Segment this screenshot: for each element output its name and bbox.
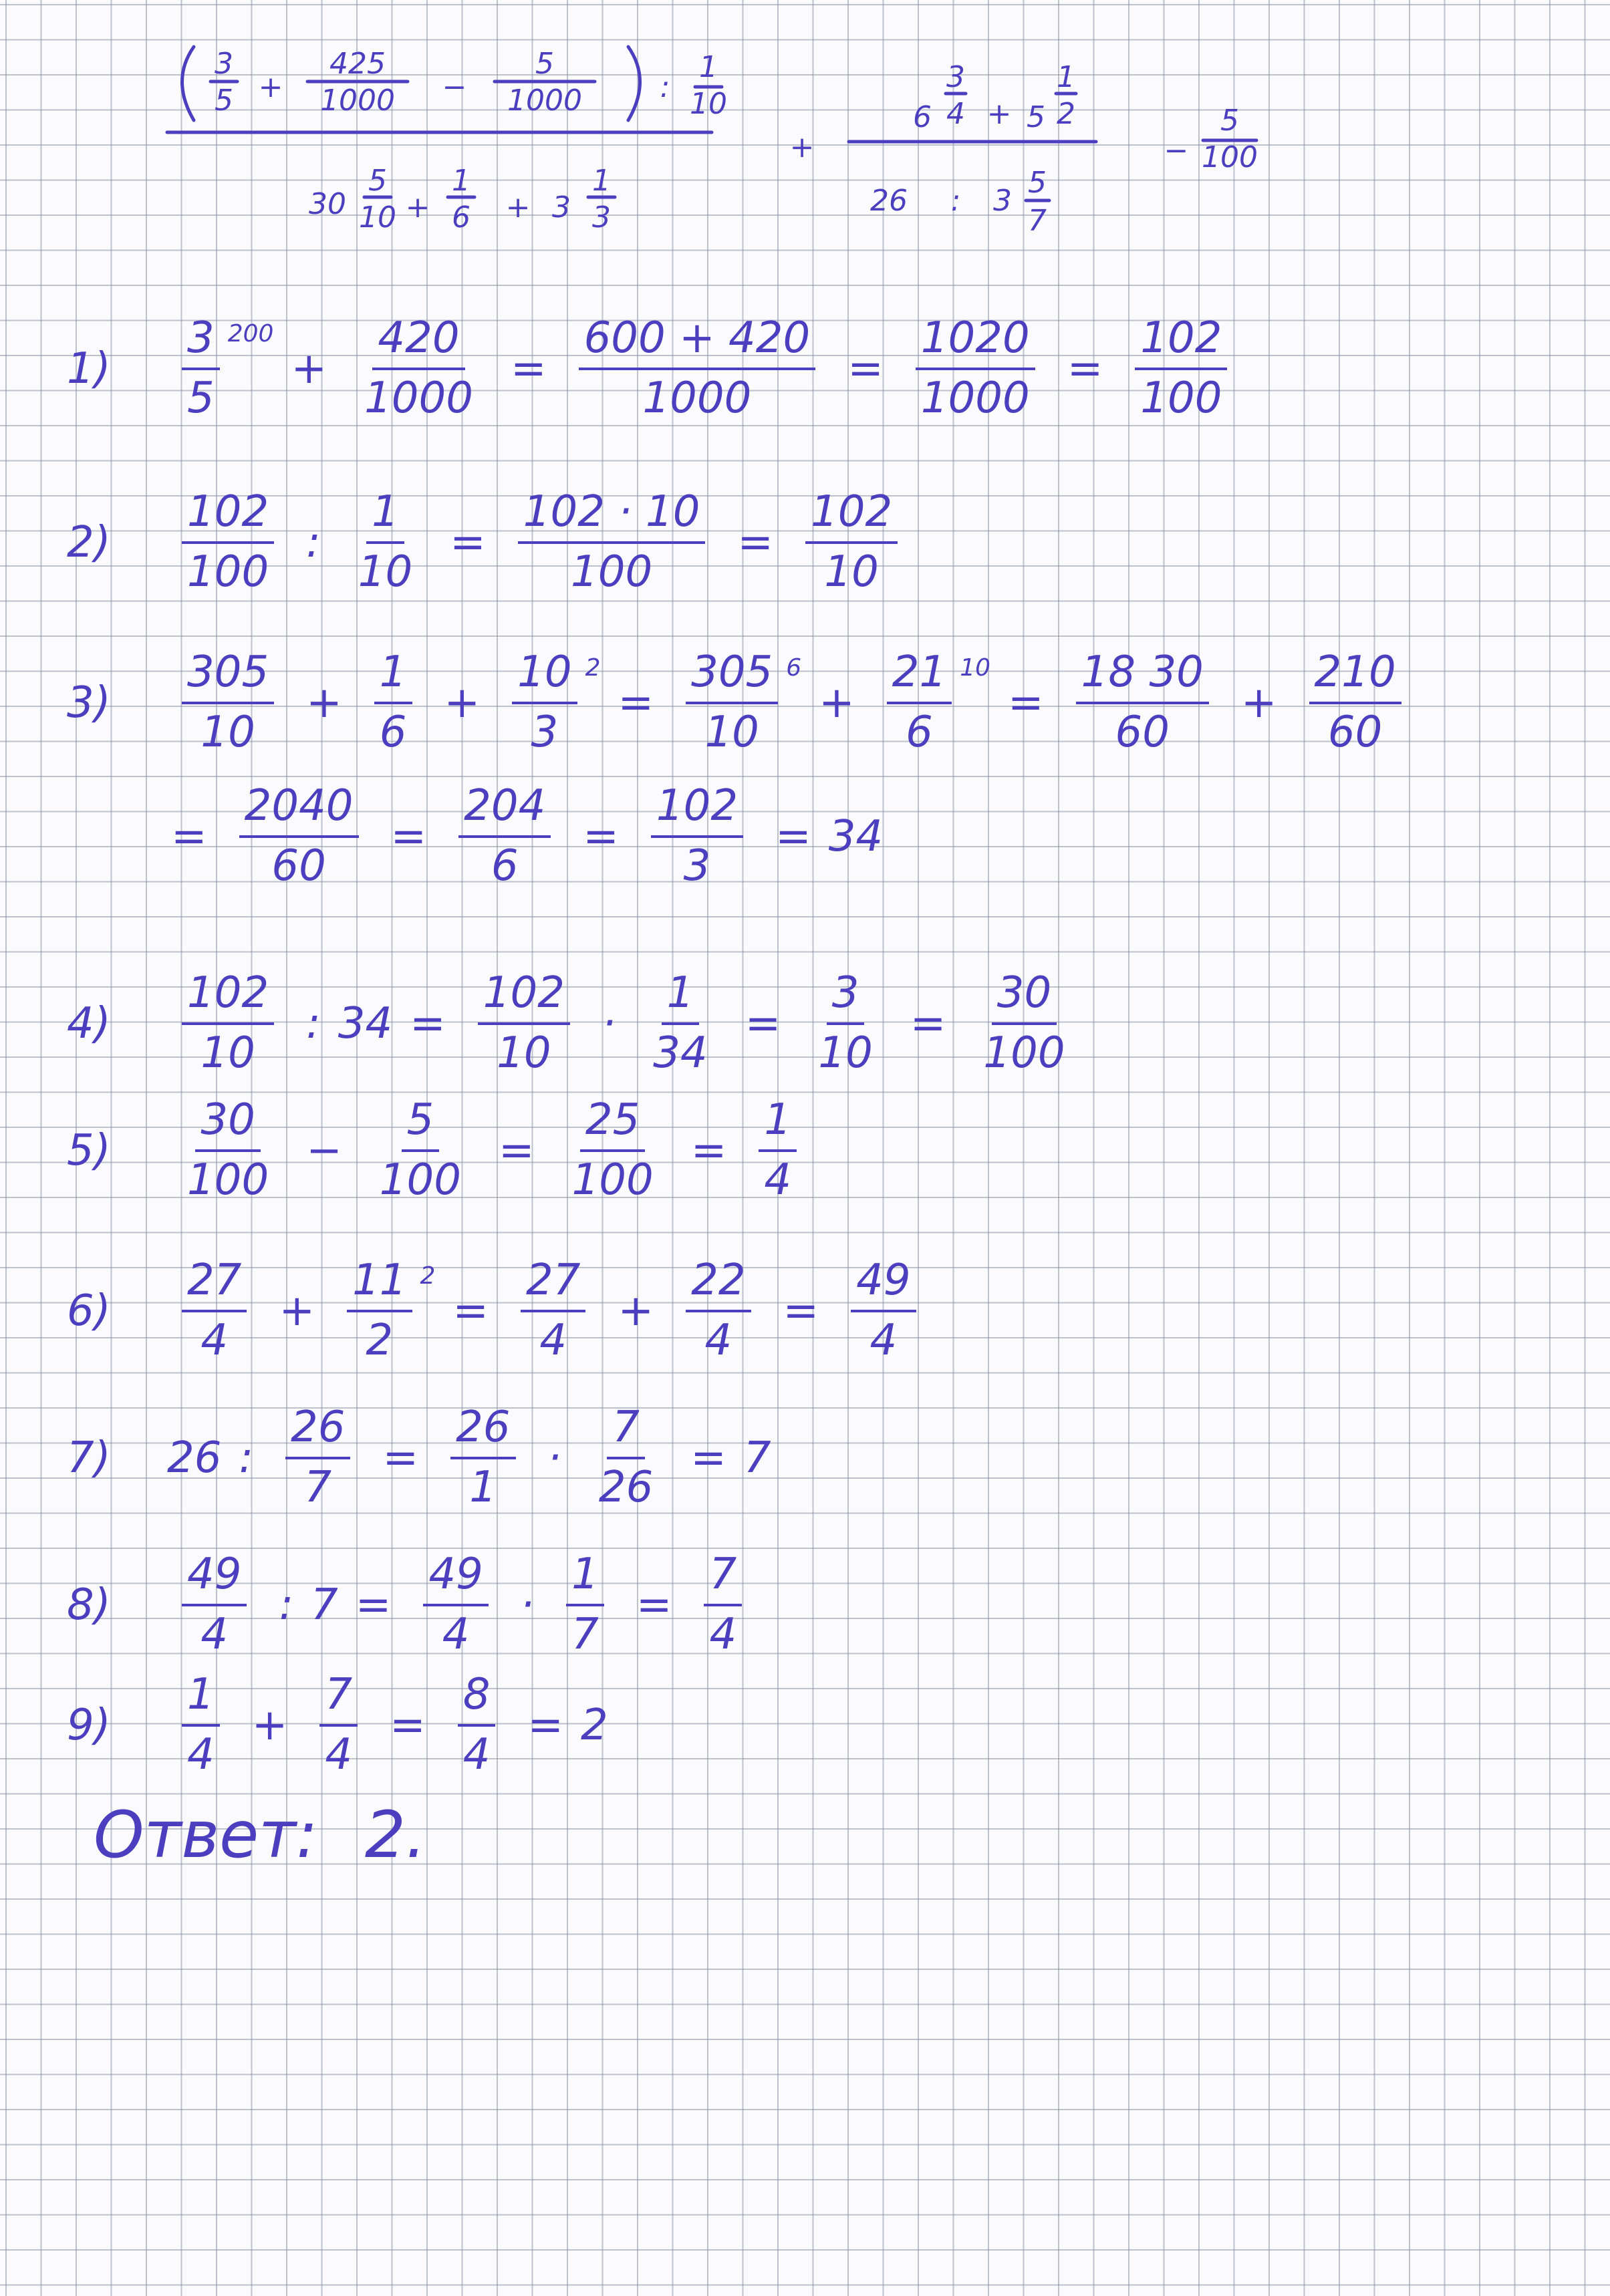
fraction: $\frac{1}{7}$ [566,1550,604,1659]
h-minus-last: − [1164,134,1189,168]
right-paren [628,47,640,120]
fraction: $\frac{1}{34}$ [653,968,708,1078]
m-w1-d: 4 [946,97,965,131]
fraction: $\frac{10}{3}$ [512,648,577,757]
step-8: 8) $\frac{49}{4}$ : 7 = $\frac{49}{4}$ · $\frac{1}{7}$ = $\frac{7}{4}$ [67,1550,757,1659]
m-w1: 6 [913,100,932,134]
h-den-c-d: 3 [592,200,611,235]
m-plus: + [986,97,1012,131]
fraction: $\frac{305}{10}$ [182,648,274,757]
h-plus-mid: + [789,130,815,164]
step-3-continued: = $\frac{2040}{60}$ = $\frac{204}{6}$ = $\frac{102}{3}$ = 34 [171,781,884,891]
fraction: $\frac{102}{10}$ [182,969,274,1078]
step-4: 4) $\frac{102}{10}$ : 34 = $\frac{102}{10}$ · $\frac{1}{34}$ = $\frac{3}{10}$ = $\frac{30}{100}$ [67,969,1085,1078]
fraction: $\frac{5}{100}$ [379,1095,461,1205]
fraction: $\frac{30}{100}$ [983,968,1065,1078]
h-den-a: 30 [309,187,346,221]
step-label: 6) [67,1286,111,1336]
step-label: 2) [67,517,111,567]
fraction: $\frac{18 30}{60}$ [1076,648,1209,757]
fraction: $\frac{26}{7}$ [285,1403,350,1512]
header-expression [107,33,1444,247]
m-den-w: 3 [993,184,1012,218]
multiplier-note: 10 [960,654,991,682]
h-den-b-d: 6 [452,200,471,235]
step-2: 2) $\frac{102}{100}$ : $\frac{1}{10}$ = $\frac{102 \cdot 10}{100}$ = $\frac{102}{10}$ [67,488,912,597]
fraction: $\frac{22}{4}$ [686,1256,751,1365]
m-w2: 5 [1027,100,1045,134]
step-7: 7) 26 : $\frac{26}{7}$ = $\frac{26}{1}$ · $\frac{7}{26}$ = 7 [67,1403,771,1512]
answer-label: Ответ: [94,1798,318,1872]
fraction: $\frac{2040}{60}$ [239,782,359,891]
fraction: $\frac{305}{10}$ [686,648,778,757]
m-den: 26 [870,184,908,218]
header-svg [107,33,1444,247]
m-w2-d: 2 [1057,97,1075,131]
fraction: $\frac{21}{6}$ [887,648,952,757]
fraction: $\frac{1}{10}$ [358,487,413,597]
fraction: $\frac{210}{60}$ [1309,648,1401,757]
l-n: 5 [1220,104,1239,138]
fraction: $\frac{7}{26}$ [598,1403,654,1512]
step-label: 3) [67,678,111,728]
fraction: $\frac{102}{100}$ [182,488,274,597]
fraction: $\frac{7}{4}$ [704,1550,742,1659]
h-den-c: 3 [552,190,571,225]
step-label: 8) [67,1580,111,1630]
fraction: $\frac{420}{1000}$ [364,313,473,423]
step-6: 6) $\frac{27}{4}$ + $\frac{11}{2}$ 2 = $\frac{27}{4}$ + $\frac{22}{4}$ = $\frac{49}{4}$ [67,1256,931,1365]
h-plus1: + [258,70,283,104]
result: 2 [581,1700,608,1750]
fraction: $\frac{600 + 420}{1000}$ [579,314,816,423]
h-den-a-n: 5 [368,164,387,198]
h-den-c-n: 1 [592,164,611,198]
h-den-a-d: 10 [359,200,396,235]
fraction: $\frac{49}{4}$ [182,1550,247,1659]
step-3: 3) $\frac{305}{10}$ + $\frac{1}{6}$ + $\frac{10}{3}$ 2 = $\frac{305}{10}$ 6 + $\frac{21}{6}$ 10 = $\frac{18 30}{60}$ + $\frac{210}{60}$ [67,648,1416,757]
h-minus: − [442,70,467,104]
fraction: $\frac{11}{2}$ [347,1256,412,1365]
fraction: $\frac{1}{4}$ [182,1671,220,1779]
step-1: 1) $\frac{3}{5}$ 200 + $\frac{420}{1000}$ = $\frac{600 + 420}{1000}$ = $\frac{1020}{1000}$ = $\frac{102}{100}$ [67,314,1242,423]
fraction: $\frac{27}{4}$ [521,1256,585,1365]
result: 34 [828,811,884,861]
left-paren [182,47,194,120]
m-den-colon: : [950,184,961,218]
m-w1-n: 3 [946,60,965,94]
fraction: $\frac{102}{3}$ [651,782,743,891]
h-div-n: 1 [699,50,718,84]
fraction: $\frac{102}{100}$ [1135,314,1227,423]
fraction: $\frac{3}{10}$ [818,968,873,1078]
h-d2: 1000 [320,84,395,118]
fraction: $\frac{1020}{1000}$ [916,314,1035,423]
h-den-plus2: + [505,190,531,225]
step-label: 9) [67,1700,111,1750]
h-den-plus1: + [405,190,430,225]
step-9: 9) $\frac{1}{4}$ + $\frac{7}{4}$ = $\frac{8}{4}$ = 2 [67,1670,608,1779]
fraction: $\frac{204}{6}$ [458,782,551,891]
h-d3: 1000 [507,84,582,118]
fraction: $\frac{8}{4}$ [458,1671,496,1779]
h-n2: 425 [329,47,386,81]
multiplier-note: 200 [227,320,274,348]
fraction: $\frac{49}{4}$ [851,1256,916,1365]
fraction: $\frac{102}{10}$ [478,969,570,1078]
multiplier-note: 6 [786,654,802,682]
h-n3: 5 [535,47,554,81]
l-d: 100 [1202,140,1258,174]
h-d1: 5 [215,84,233,118]
fraction: $\frac{30}{100}$ [187,1095,269,1205]
h-den-b-n: 1 [452,164,471,198]
multiplier-note: 2 [585,654,601,682]
step-label: 4) [67,998,111,1048]
fraction: $\frac{7}{4}$ [319,1671,358,1779]
step-label: 7) [67,1433,111,1483]
fraction: $\frac{1}{6}$ [374,648,412,757]
m-den-n: 5 [1028,166,1047,200]
fraction: $\frac{26}{1}$ [450,1403,515,1512]
step-label: 1) [67,343,111,394]
fraction: $\frac{49}{4}$ [423,1550,488,1659]
step-label: 5) [67,1125,111,1175]
m-den-d: 7 [1028,204,1047,238]
m-w2-n: 1 [1057,60,1075,94]
answer-value: 2. [364,1798,426,1872]
fraction: $\frac{25}{100}$ [571,1095,654,1205]
h-n1: 3 [215,47,233,81]
h-div: : [660,70,670,104]
fraction: $\frac{27}{4}$ [182,1256,247,1365]
fraction: $\frac{102 \cdot 10}{100}$ [518,488,706,597]
step-5: 5) $\frac{30}{100}$ − $\frac{5}{100}$ = $\frac{25}{100}$ = $\frac{1}{4}$ [67,1096,811,1205]
fraction: $\frac{102}{10}$ [805,488,898,597]
answer-line [94,1798,426,1872]
h-div-d: 10 [690,87,727,121]
fraction: $\frac{3}{5}$ [182,314,220,423]
result: 7 [743,1433,771,1483]
multiplier-note: 2 [420,1262,436,1290]
fraction: $\frac{1}{4}$ [759,1096,797,1205]
